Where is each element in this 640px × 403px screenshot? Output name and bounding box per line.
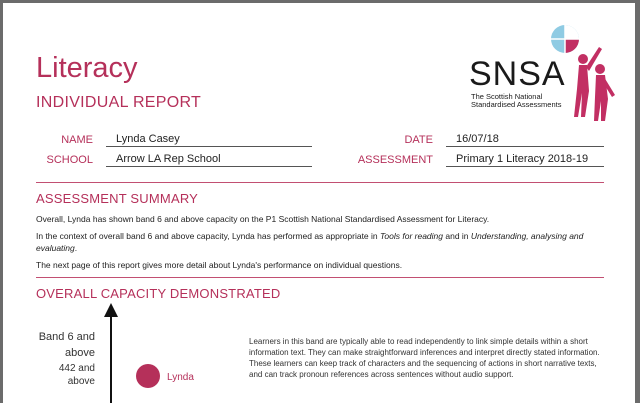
band-description: Learners in this band are typically able to read independently to link simple details within a short information text. They can make straightforward inferences and interpret directly stated information. These learners can keep track of characters and the sequencing of actions in short narrative texts, and can track pronoun references across sentences without audio support. <box>249 337 600 379</box>
divider <box>36 182 604 183</box>
date-value: 16/07/18 <box>446 132 604 147</box>
score-label-line2: above <box>67 376 95 387</box>
assessment-label: ASSESSMENT <box>357 154 433 166</box>
summary-p2-suffix: . <box>74 243 78 253</box>
summary-p2-strand-2: Understanding, analysing and evaluating <box>36 231 584 253</box>
student-marker-label: Lynda <box>167 372 194 383</box>
date-label: DATE <box>404 134 433 146</box>
name-value: Lynda Casey <box>106 132 312 147</box>
overall-capacity-heading: OVERALL CAPACITY DEMONSTRATED <box>36 286 281 301</box>
summary-paragraph-3: The next page of this report gives more detail about Lynda's performance on individual questions. <box>36 260 403 270</box>
report-page <box>3 3 635 403</box>
snsa-tagline <box>471 93 561 109</box>
summary-p2-prefix: In the context of overall band 6 and above capacity, Lynda has performed as appropriate in <box>36 231 380 241</box>
school-label: SCHOOL <box>46 154 93 166</box>
summary-p2-strand-1: Tools for reading <box>380 231 444 241</box>
name-label: NAME <box>61 134 93 146</box>
band-label-line2: above <box>65 347 95 359</box>
divider <box>36 277 604 278</box>
page-title: Literacy <box>36 52 138 84</box>
score-label <box>43 362 95 388</box>
score-label-line1: 442 and <box>58 363 95 374</box>
summary-paragraph-1: Overall, Lynda has shown band 6 and above capacity on the P1 Scottish National Standardised Assessment for Literacy. <box>36 214 490 224</box>
student-marker-dot <box>136 364 160 388</box>
assessment-value: Primary 1 Literacy 2018-19 <box>446 152 604 167</box>
scale-axis-line <box>110 313 112 403</box>
snsa-logo <box>465 21 625 131</box>
summary-p2-mid: and in <box>443 231 471 241</box>
snsa-tagline-line1: The Scottish National <box>471 92 543 101</box>
page-subtitle: INDIVIDUAL REPORT <box>36 94 202 111</box>
assessment-summary-heading: ASSESSMENT SUMMARY <box>36 191 199 206</box>
band-label <box>31 329 95 361</box>
snsa-tagline-line2: Standardised Assessments <box>471 100 562 109</box>
snsa-wordmark: SNSA <box>469 55 566 93</box>
summary-paragraph-2 <box>36 230 606 254</box>
school-value: Arrow LA Rep School <box>106 152 312 167</box>
band-label-line1: Band 6 and <box>38 331 95 343</box>
